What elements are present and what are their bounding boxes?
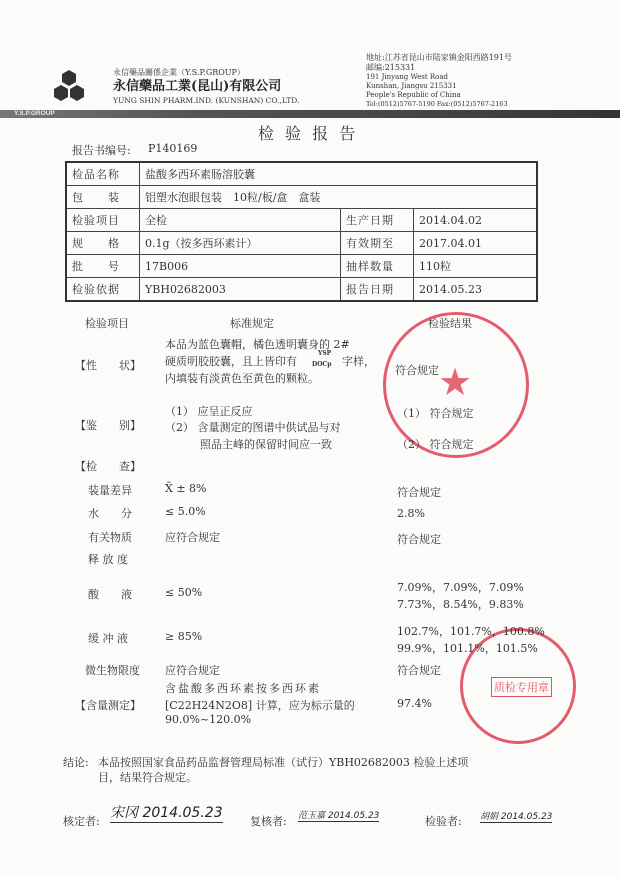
- micro-std: 应符合规定: [165, 664, 220, 677]
- acid-std: ≤ 50%: [165, 586, 203, 599]
- product-name: 盐酸多西环素肠溶胶囊: [140, 162, 538, 186]
- reviewer-label: 复核者:: [250, 815, 287, 828]
- report-no-label: 报告书编号:: [72, 144, 131, 157]
- conclusion-text-1: 本品按照国家食品药品监督管理局标准（试行）YBH02682003 检验上述项: [98, 756, 469, 769]
- appearance-result: 符合规定: [395, 364, 439, 377]
- buffer-std: ≥ 85%: [165, 630, 203, 643]
- test-items: 全检: [140, 209, 341, 232]
- test-basis: YBH02682003: [140, 278, 341, 302]
- conclusion-text-2: 目，结果符合规定。: [98, 771, 197, 784]
- batch-number: 17B006: [140, 255, 341, 278]
- company-name-cn: 永信藥品工業(昆山)有限公司: [113, 79, 282, 94]
- sample-quantity: 110粒: [414, 255, 538, 278]
- capsule-mark-bottom: DOCp: [312, 361, 332, 368]
- micro-result: 符合规定: [397, 664, 441, 677]
- expiry-date: 2017.04.01: [414, 232, 538, 255]
- conclusion-label: 结论:: [63, 756, 89, 769]
- fill-result: 符合规定: [397, 486, 441, 499]
- assay-std-1: 含盐酸多西环素按多西环素: [165, 682, 321, 695]
- address-en-3: People's Republic of China: [366, 91, 461, 99]
- water-result: 2.8%: [397, 507, 425, 520]
- acid-result-1: 7.09%，7.09%，7.09%: [397, 581, 524, 594]
- header-band: [0, 110, 620, 118]
- assay-label: 【含量测定】: [75, 699, 141, 712]
- specification: 0.1g（按多西环素计）: [140, 232, 341, 255]
- ysp-logo-icon: [52, 70, 86, 104]
- buffer-result-2: 99.9%，101.1%，101.5%: [397, 642, 538, 655]
- group-name: 永信藥品關係企業（Y.S.P.GROUP）: [113, 68, 245, 77]
- qc-seal-text: 质检专用章: [491, 677, 552, 697]
- sample-label: 抽样数量: [341, 255, 414, 278]
- tester-label: 检验者:: [425, 815, 462, 828]
- report-date: 2014.05.23: [414, 278, 538, 302]
- postcode: 邮编:215331: [366, 63, 416, 72]
- appearance-std-1: 本品为蓝色囊帽，橘色透明囊身的 2#: [165, 338, 350, 351]
- col-result: 检验结果: [428, 317, 472, 330]
- spec-label: 规 格: [66, 232, 140, 255]
- capsule-mark-top: YSP: [318, 350, 332, 357]
- buffer-label: 缓 冲 液: [88, 632, 128, 645]
- acid-result-2: 7.73%，8.54%，9.83%: [397, 598, 524, 611]
- tester-signature: 胡娟 2014.05.23: [480, 809, 552, 823]
- micro-label: 微生物限度: [85, 664, 140, 677]
- company-seal: ★: [383, 312, 529, 458]
- product-info-table: [65, 161, 538, 302]
- page-title: 检 验 报 告: [258, 124, 359, 143]
- release-label: 释 放 度: [88, 553, 128, 566]
- pack-label: 包 装: [66, 186, 140, 209]
- address-cn: 地址:江苏省昆山市陆家镇金阳西路191号: [366, 53, 512, 62]
- col-item: 检验项目: [85, 317, 129, 330]
- identification-std-2: （2） 含量测定的图谱中供试品与对: [165, 421, 341, 434]
- report-no: P140169: [148, 142, 198, 155]
- related-std: 应符合规定: [165, 531, 220, 544]
- basis-label: 检验依据: [66, 278, 140, 302]
- buffer-result-1: 102.7%，101.7%，100.8%: [397, 625, 545, 638]
- related-result: 符合规定: [397, 533, 441, 546]
- col-standard: 标准规定: [230, 317, 274, 330]
- fill-std: X̄ ± 8%: [165, 482, 207, 495]
- water-label: 水 分: [88, 507, 132, 520]
- appearance-std-3: 内填装有淡黄色至黄色的颗粒。: [165, 372, 319, 385]
- appearance-std-2: 硬质明胶胶囊，且上皆印有: [165, 355, 297, 368]
- water-std: ≤ 5.0%: [165, 505, 206, 518]
- company-name-en: YUNG SHIN PHARM.IND. (KUNSHAN) CO.,LTD.: [113, 96, 300, 105]
- exp-label: 有效期至: [341, 232, 414, 255]
- address-en-2: Kunshan, Jiangsu 215331: [366, 82, 457, 90]
- report-date-label: 报告日期: [341, 278, 414, 302]
- band-label: Y.S.P.GROUP: [14, 110, 55, 117]
- assay-result: 97.4%: [397, 697, 432, 710]
- packaging: 铝塑水泡眼包装 10粒/板/盒 盒装: [140, 186, 538, 209]
- production-date: 2014.04.02: [414, 209, 538, 232]
- identification-std-1: （1） 应呈正反应: [165, 405, 253, 418]
- identification-label: 【鉴 别】: [75, 419, 141, 432]
- appearance-label: 【性 状】: [75, 359, 141, 372]
- identification-result-2: （2） 符合规定: [397, 438, 474, 451]
- approver-signature: 宋冈 2014.05.23: [110, 802, 223, 823]
- related-label: 有关物质: [88, 531, 132, 544]
- batch-label: 批 号: [66, 255, 140, 278]
- reviewer-signature: 范玉嘉 2014.05.23: [298, 808, 379, 822]
- name-label: 检品名称: [66, 162, 140, 186]
- address-en-1: 191 Jinyang West Road: [366, 73, 449, 81]
- checks-label: 【检 查】: [75, 460, 141, 473]
- tel-fax: Tel:(0512)5767-5190 Fax:(0512)5767-2163: [366, 100, 508, 108]
- item-label: 检验项目: [66, 209, 140, 232]
- fill-label: 装量差异: [88, 484, 132, 497]
- appearance-std-2b: 字样，: [342, 355, 375, 368]
- acid-label: 酸 液: [88, 588, 132, 601]
- identification-std-3: 照品主峰的保留时间应一致: [200, 438, 332, 451]
- identification-result-1: （1） 符合规定: [397, 407, 474, 420]
- assay-std-3: 90.0%~120.0%: [165, 713, 252, 726]
- prod-label: 生产日期: [341, 209, 414, 232]
- assay-std-2: [C22H24N2O8] 计算，应为标示量的: [165, 699, 355, 712]
- approver-label: 核定者:: [63, 815, 100, 828]
